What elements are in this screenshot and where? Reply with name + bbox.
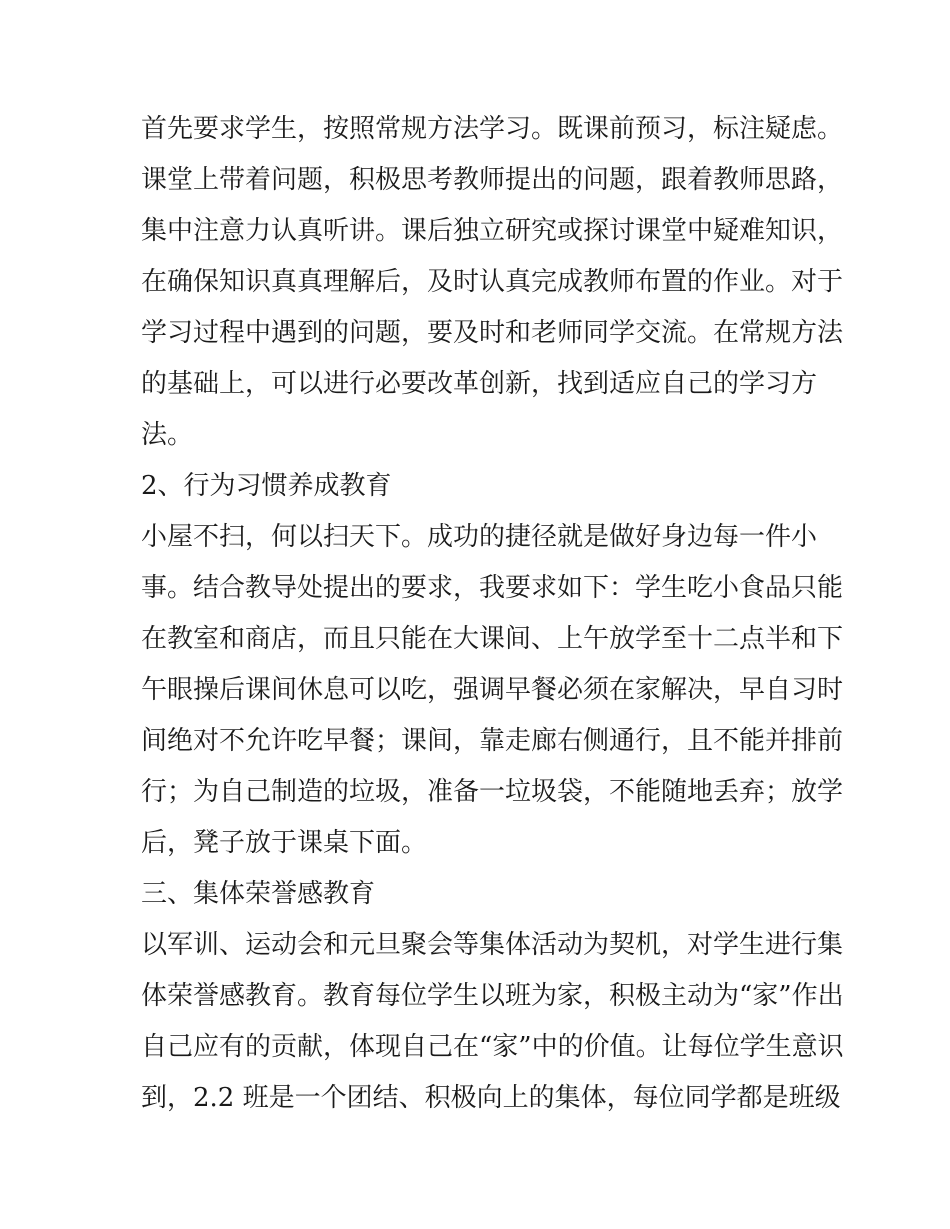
text-line: 法。: [141, 420, 194, 450]
text-line: 小屋不扫，何以扫天下。成功的捷径就是做好身边每一件小: [141, 522, 818, 552]
text-line: 集中注意力认真听讲。课后独立研究或探讨课堂中疑难知识，: [141, 216, 844, 246]
text-line: 在教室和商店，而且只能在大课间、上午放学至十二点半和下: [141, 624, 844, 654]
text-line: 事。结合教导处提出的要求，我要求如下：学生吃小食品只能: [141, 573, 844, 603]
section-heading: 2、行为习惯养成教育: [141, 471, 392, 501]
text-line: 学习过程中遇到的问题，要及时和老师同学交流。在常规方法: [141, 318, 844, 348]
text-line: 在确保知识真真理解后，及时认真完成教师布置的作业。对于: [141, 267, 844, 297]
text-line: 自己应有的贡献，体现自己在“家”中的价值。让每位学生意识: [141, 1032, 844, 1062]
text-line: 午眼操后课间休息可以吃，强调早餐必须在家解决，早自习时: [141, 675, 844, 705]
text-line: 的基础上，可以进行必要改革创新，找到适应自己的学习方: [141, 369, 818, 399]
document-body: [141, 104, 844, 1124]
text-line: 首先要求学生，按照常规方法学习。既课前预习，标注疑虑。: [141, 114, 844, 144]
text-line: 以军训、运动会和元旦聚会等集体活动为契机，对学生进行集: [141, 930, 844, 960]
text-line: 行；为自己制造的垃圾，准备一垃圾袋，不能随地丢弃；放学: [141, 777, 844, 807]
text-line: 课堂上带着问题，积极思考教师提出的问题，跟着教师思路，: [141, 165, 844, 195]
text-line: 间绝对不允许吃早餐；课间，靠走廊右侧通行，且不能并排前: [141, 726, 844, 756]
text-line: 到，2.2 班是一个团结、积极向上的集体，每位同学都是班级: [141, 1083, 841, 1113]
text-line: 后，凳子放于课桌下面。: [141, 828, 428, 858]
text-line: 体荣誉感教育。教育每位学生以班为家，积极主动为“家”作出: [141, 981, 844, 1011]
section-heading: 三、集体荣誉感教育: [141, 879, 376, 909]
